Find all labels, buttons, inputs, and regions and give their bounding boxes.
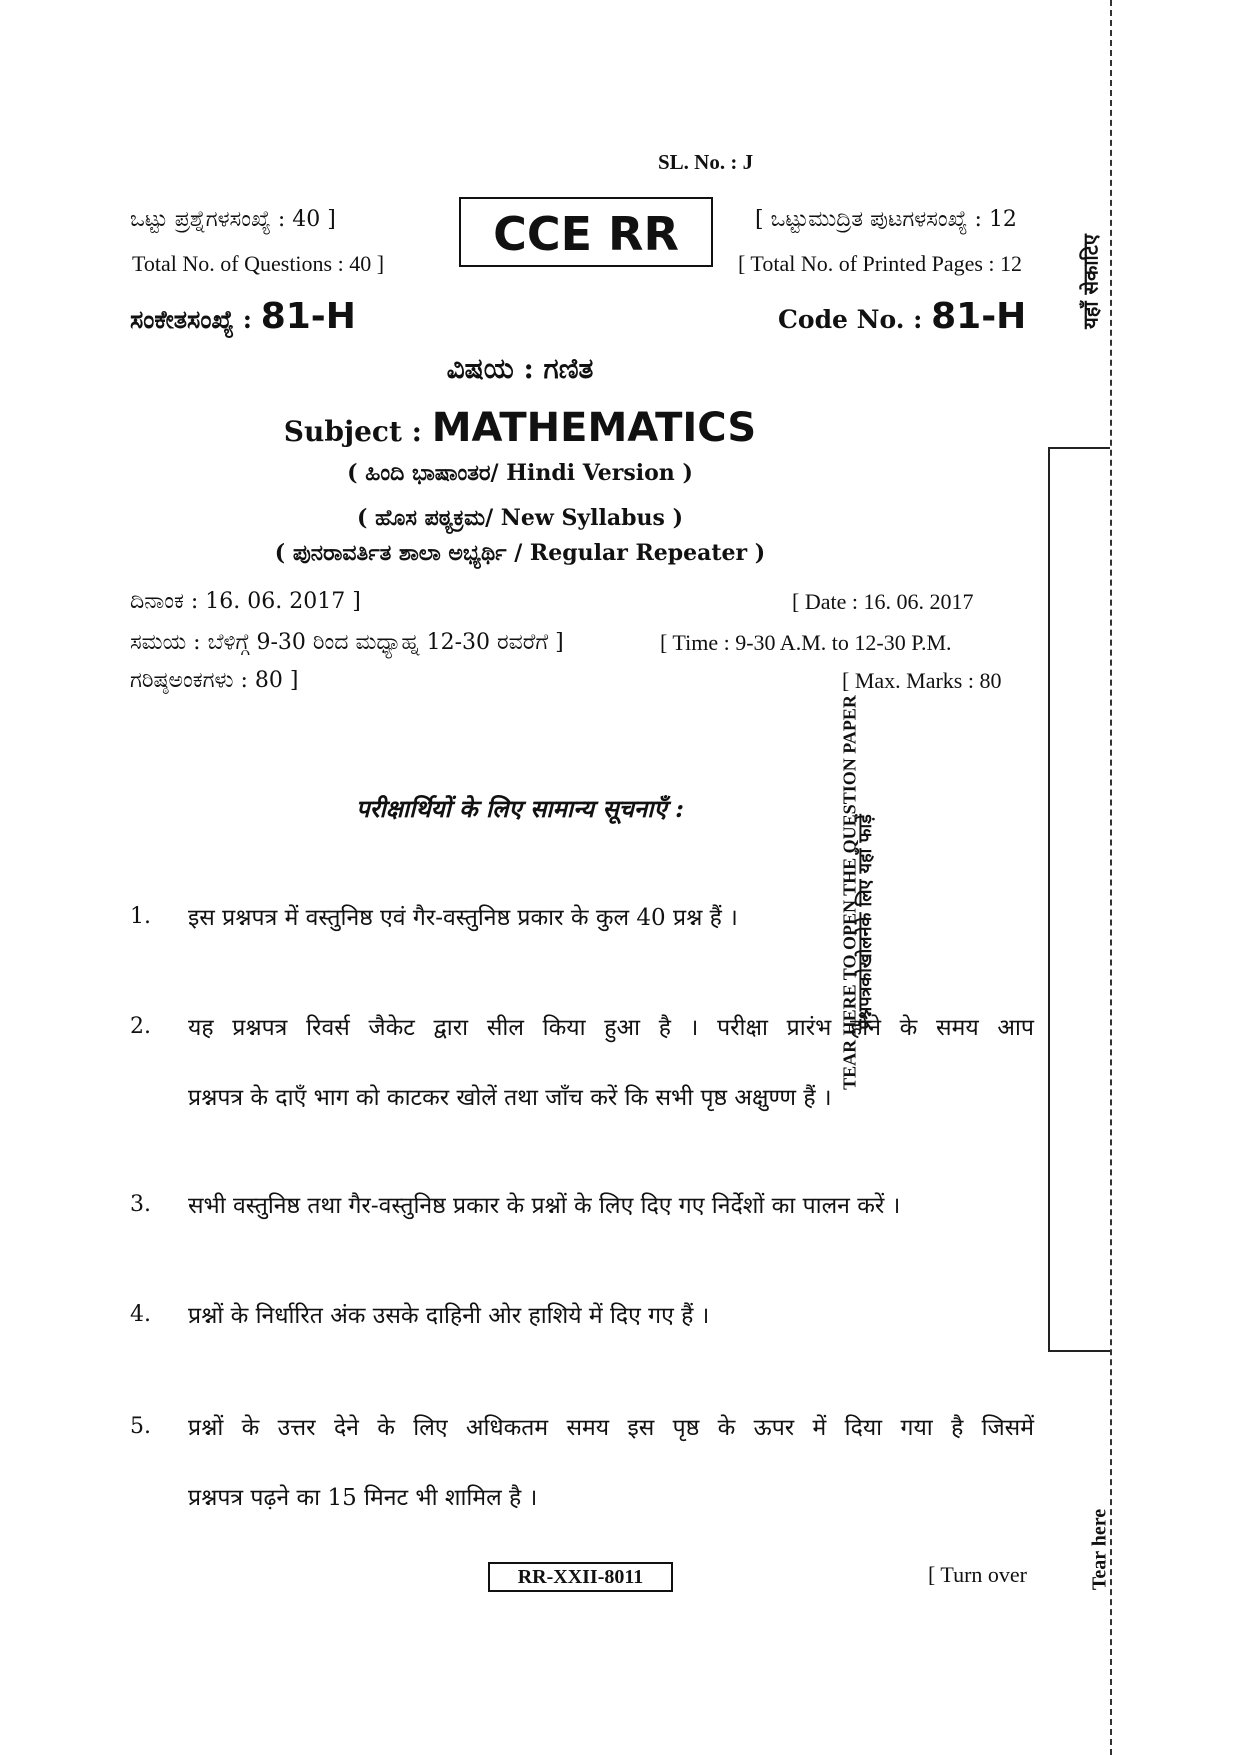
code-value-english: 81-H xyxy=(931,296,1027,337)
instruction-number: 4. xyxy=(130,1302,151,1327)
tear-here-english-label: TEAR HERE TO OPEN THE QUESTION PAPER xyxy=(839,695,860,1090)
instruction-line: प्रश्नपत्र के दाएँ भाग को काटकर खोलें तथा जाँच करें कि सभी पृष्ठ अक्षुण्ण हैं । xyxy=(188,1085,832,1111)
total-pages-kannada: [ ಒಟ್ಟುಮುದ್ರಿತ ಪುಟಗಳಸಂಖ್ಯೆ : 12 xyxy=(755,207,1017,232)
subject-english xyxy=(0,405,1040,451)
tear-instruction-box xyxy=(1048,447,1110,1352)
time-kannada: ಸಮಯ : ಬೆಳಿಗ್ಗೆ 9-30 ರಿಂದ ಮಧ್ಯಾಹ್ನ 12-30 ರವರೆಗೆ ] xyxy=(130,630,564,655)
code-value-kannada: 81-H xyxy=(260,296,356,337)
total-questions-english: Total No. of Questions : 40 ] xyxy=(132,251,385,276)
instruction-line: प्रश्नों के उत्तर देने के लिए अधिकतम समय इस पृष्ठ के ऊपर में दिया गया है जिसमें xyxy=(188,1415,1034,1441)
subject-value: MATHEMATICS xyxy=(431,405,757,451)
instruction-line: यह प्रश्नपत्र रिवर्स जैकेट द्वारा सील किया हुआ है । परीक्षा प्रारंभ होने के समय आप xyxy=(188,1015,1034,1041)
marks-english: [ Max. Marks : 80 xyxy=(842,668,1002,693)
marks-kannada: ಗರಿಷ್ಠಅಂಕಗಳು : 80 ] xyxy=(130,668,299,693)
instruction-line: सभी वस्तुनिष्ठ तथा गैर-वस्तुनिष्ठ प्रकार के प्रश्नों के लिए दिए गए निर्देशों का पालन करें । xyxy=(188,1193,901,1219)
version-line: ( ಹಿಂದಿ ಭಾಷಾಂತರ/ Hindi Version ) xyxy=(347,460,693,486)
instruction-line: इस प्रश्नपत्र में वस्तुनिष्ठ एवं गैर-वस्तुनिष्ठ प्रकार के कुल 40 प्रश्न हैं । xyxy=(188,905,738,931)
syllabus-line: ( ಹೊಸ ಪಠ್ಯಕ್ರಮ/ New Syllabus ) xyxy=(357,505,683,531)
subject-kannada: ವಿಷಯ : ಗಣಿತ xyxy=(446,352,594,385)
code-number-english xyxy=(778,296,1026,337)
exam-type-badge: CCE RR xyxy=(459,197,713,267)
instruction-number: 1. xyxy=(130,904,151,929)
total-pages-english: [ Total No. of Printed Pages : 12 xyxy=(738,251,1023,276)
paper-code-box: RR-XXII-8011 xyxy=(488,1562,673,1592)
instruction-line: प्रश्नपत्र पढ़ने का 15 मिनट भी शामिल है । xyxy=(188,1485,538,1511)
code-label-kannada: ಸಂಕೇತಸಂಖ್ಯೆ : xyxy=(130,305,252,334)
date-kannada: ದಿನಾಂಕ : 16. 06. 2017 ] xyxy=(130,589,361,614)
instruction-number: 5. xyxy=(130,1414,151,1439)
instructions-title: परीक्षार्थियों के लिए सामान्य सूचनाएँ : xyxy=(356,794,684,823)
total-questions-kannada: ಒಟ್ಟು ಪ್ರಶ್ನೆಗಳಸಂಖ್ಯೆ : 40 ] xyxy=(130,207,336,232)
tear-here-label: Tear here xyxy=(1088,1508,1111,1591)
instruction-number: 2. xyxy=(130,1014,151,1039)
time-english: [ Time : 9-30 A.M. to 12-30 P.M. xyxy=(660,630,952,655)
date-english: [ Date : 16. 06. 2017 xyxy=(792,589,974,614)
turn-over-note: [ Turn over xyxy=(928,1562,1028,1587)
code-number-kannada xyxy=(130,296,356,337)
candidate-type-line: ( ಪುನರಾವರ್ತಿತ ಶಾಲಾ ಅಭ್ಯರ್ಥಿ / Regular Repeater ) xyxy=(274,540,766,566)
tear-here-hindi-label: प्रश्नपत्रकोखोलनेके लिए यहाँ फाड़ें xyxy=(855,814,876,1030)
cut-here-label: यहाँ सेकाटिए xyxy=(1078,234,1103,329)
instruction-line: प्रश्नों के निर्धारित अंक उसके दाहिनी ओर हाशिये में दिए गए हैं । xyxy=(188,1303,710,1329)
subject-label: Subject : xyxy=(283,415,422,448)
serial-number: SL. No. : J xyxy=(658,150,754,174)
instruction-number: 3. xyxy=(130,1192,151,1217)
code-label-english: Code No. : xyxy=(778,305,923,334)
